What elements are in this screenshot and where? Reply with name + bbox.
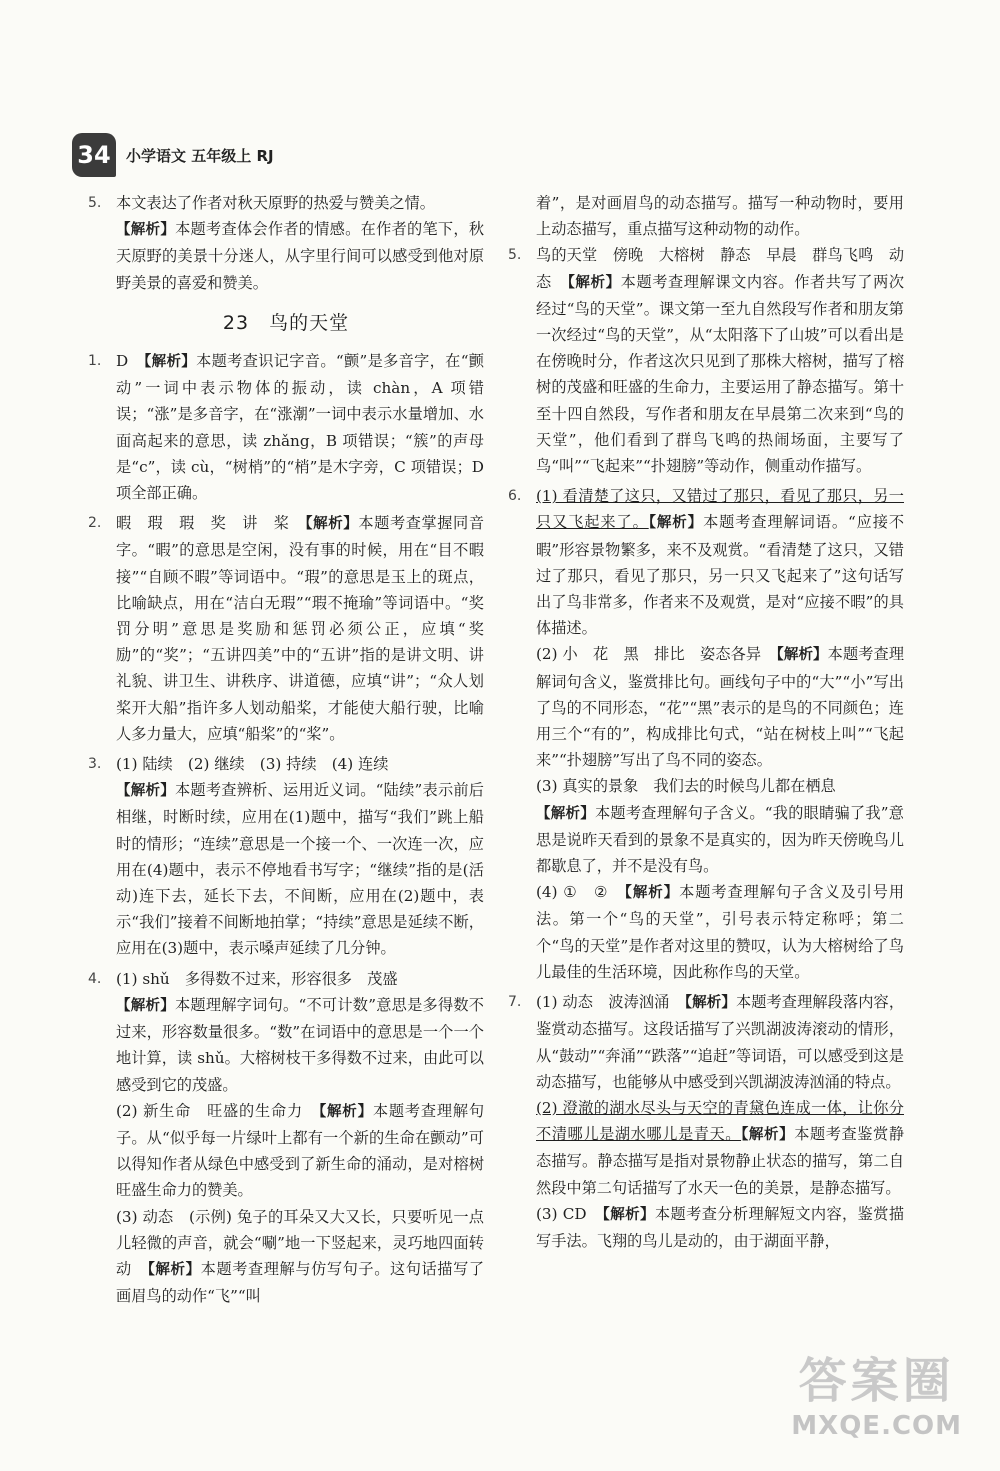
answer-text: (1) 陆续 (2) 继续 (3) 持续 (4) 连续 bbox=[116, 755, 389, 774]
analysis-body: 本题考查理解词语。“应接不暇”形容景物繁多，来不及观赏。“看清楚了这只，又错过了那只，看见了那只，另一只又飞起来了”这句话写出了鸟非常多，作者来不及观赏，是对“应接不暇”的具体描述。 bbox=[536, 513, 905, 638]
question-number: 5. bbox=[508, 247, 522, 264]
analysis-tag: 【解析】 bbox=[147, 1261, 201, 1278]
analysis-body: 本题考查识记字音。“颤”是多音字，在“颤动”一词中表示物体的振动，读 chàn，A 项错误；“涨”是多音字，在“涨潮”一词中表示水量增加、水面高起来的意思，读 zhǎng，B 项错误；“簇”的声母是“c”，读 cù，“树梢”的“梢”是木字旁，C 项错误；D 项全部正确。 bbox=[116, 352, 484, 503]
analysis-tag: 【解析】 bbox=[684, 995, 736, 1012]
question-6 bbox=[508, 483, 904, 985]
question-1 bbox=[88, 348, 484, 506]
question-number: 7. bbox=[508, 994, 522, 1011]
analysis-body: 本题考查理解与仿写句子。这句话描写了画眉鸟的动作“飞”“叫 bbox=[116, 1259, 485, 1306]
site-watermark bbox=[791, 1342, 962, 1441]
answer-text: D bbox=[116, 352, 145, 371]
analysis-tag: 【解析】 bbox=[567, 274, 621, 291]
answer-analysis bbox=[536, 483, 904, 641]
analysis-tag: 【解析】 bbox=[741, 1127, 795, 1144]
answer-text: 本文表达了作者对秋天原野的热爱与赞美之情。 bbox=[116, 194, 435, 212]
watermark-logo: 答案圈 bbox=[798, 1353, 955, 1409]
question-5b bbox=[508, 242, 904, 479]
question-7 bbox=[508, 989, 904, 1254]
analysis-body: 本题考查分析理解短文内容，鉴赏描写手法。飞翔的鸟儿是动的，由于湖面平静， bbox=[536, 1204, 905, 1250]
analysis-body: 本题考查辨析、运用近义词。“陆续”表示前后相继，时断时续，应用在(1)题中，描写“我们”跳上船时的情形；“连续”意思是一个接一个、一次连一次，应用在(4)题中，表示不停地看书写字；“继续”指的是(活动)连下去，延长下去，不间断，应用在(2)题中，表示“我们”接着不间断地拍掌；“持续”意思是延续不断，应用在(3)题中，表示嗓声延续了几分钟。 bbox=[116, 781, 484, 958]
analysis-text bbox=[116, 216, 484, 296]
answer-text: (3) CD bbox=[536, 1204, 603, 1223]
analysis-tag: 【解析】 bbox=[624, 885, 680, 902]
watermark-url: MXQE.COM bbox=[791, 1411, 962, 1441]
analysis-text bbox=[116, 992, 484, 1098]
analysis-tag: 【解析】 bbox=[116, 222, 176, 239]
question-number: 2. bbox=[88, 515, 102, 532]
analysis-body: 本题考查鉴赏静态描写。静态描写是指对景物静止状态的描写，第二自然段中第二句话描写了水天一色的美景，是静态描写。 bbox=[536, 1125, 905, 1197]
answer-text: (2) 新生命 旺盛的生命力 bbox=[116, 1101, 319, 1120]
answer-text: 鸟的天堂 傍晚 大榕树 静态 早晨 群鸟飞鸣 动态 bbox=[536, 246, 904, 291]
answer-text: (2) 澄澈的湖水尽头与天空的青黛色连成一体，让你分不清哪儿是湖水哪儿是青天。 bbox=[536, 1098, 904, 1144]
analysis-tag: 【解析】 bbox=[305, 516, 359, 533]
analysis-tag: 【解析】 bbox=[116, 997, 175, 1014]
question-number: 6. bbox=[508, 488, 522, 505]
question-number: 5. bbox=[88, 195, 102, 211]
continued-text bbox=[508, 190, 904, 242]
answer-text: (1) 动态 波涛汹涌 bbox=[536, 993, 685, 1012]
answer-analysis bbox=[116, 1204, 484, 1310]
analysis-tag: 【解析】 bbox=[648, 515, 704, 532]
analysis-body: 本题考查理解句子含义。“我的眼睛骗了我”意思是说昨天看到的景象不是真实的，因为昨天傍晚鸟儿都歇息了，并不是没有鸟。 bbox=[536, 803, 904, 876]
analysis-tag: 【解析】 bbox=[536, 805, 595, 822]
answer-text: (3) 动态 (示例) 兔子的耳朵又大又长，只要听见一点儿轻微的声音，就会“唰”地一下竖起来，灵巧地四面转动 bbox=[116, 1207, 484, 1278]
analysis-body: 本题考查理解课文内容。作者共写了两次经过“鸟的天堂”。课文第一至九自然段写作者和朋友第一次经过“鸟的天堂”，从“太阳落下了山坡”可以看出是在傍晚时分，作者这次只见到了那株大榕树，描写了榕树的茂盛和旺盛的生命力，主要运用了静态描写。第十至十四自然段，写作者和朋友在早晨第二次来到“鸟的天堂”，他们看到了群鸟飞鸣的热闹场面，主要写了鸟“叫”“飞起来”“扑翅膀”等动作，侧重动作描写。 bbox=[536, 272, 905, 476]
answer-text: (1) 看清楚了这只，又错过了那只，看见了那只，另一只又飞起来了。 bbox=[536, 487, 904, 532]
question-3 bbox=[88, 751, 484, 962]
answer-analysis bbox=[116, 510, 484, 747]
analysis-body: 着”，是对画眉鸟的动态描写。描写一种动物时，要用上动态描写，重点描写这种动物的动作。 bbox=[536, 194, 904, 239]
analysis-text bbox=[536, 800, 904, 880]
answer-text: (2) 小 花 黑 排比 姿态各异 bbox=[536, 645, 777, 664]
answer-text: (4) ① ② bbox=[536, 883, 625, 902]
analysis-body: 本题考查理解词句含义，鉴赏排比句。画线句子中的“大”“小”写出了鸟的不同形态，“花”“黑”表示的是鸟的不同颜色；连用三个“有的”，构成排比句式，“站在树枝上叫”“飞起来”“扑翅膀”写出了鸟不同的姿态。 bbox=[536, 645, 905, 770]
right-column bbox=[508, 190, 904, 1254]
question-2 bbox=[88, 510, 484, 747]
answer-analysis bbox=[536, 1095, 904, 1201]
question-4 bbox=[88, 966, 484, 1310]
analysis-tag: 【解析】 bbox=[144, 354, 197, 371]
question-number: 3. bbox=[88, 756, 102, 773]
answer-analysis bbox=[536, 879, 904, 985]
analysis-tag: 【解析】 bbox=[318, 1103, 373, 1120]
analysis-tag: 【解析】 bbox=[116, 783, 175, 800]
answer-analysis bbox=[536, 641, 904, 773]
answer-analysis bbox=[116, 348, 484, 506]
book-title: 小学语文 五年级上 RJ bbox=[126, 146, 274, 165]
analysis-body: 本题考查体会作者的情感。在作者的笔下，秋天原野的美景十分迷人，从字里行间可以感受到他对原野美景的喜爱和赞美。 bbox=[116, 220, 485, 292]
analysis-text bbox=[116, 777, 484, 961]
answer-text: (1) shǔ 多得数不过来，形容很多 茂盛 bbox=[116, 969, 398, 988]
question-5 bbox=[88, 190, 484, 296]
question-number: 1. bbox=[88, 353, 102, 370]
answer-analysis bbox=[536, 242, 904, 479]
analysis-body: 本题考查理解句子。从“似乎每一片绿叶上都有一个新的生命在颤动”可以得知作者从绿色中感受到了新生命的涌动，是对榕树旺盛生命力的赞美。 bbox=[116, 1101, 484, 1200]
answer-analysis bbox=[116, 1098, 484, 1204]
analysis-body: 本题理解字词句。“不可计数”意思是多得数不过来，形容数量很多。“数”在词语中的意思是一个一个地计算，读 shǔ。大榕树枝干多得数不过来，由此可以感受到它的茂盛。 bbox=[116, 995, 484, 1094]
analysis-tag: 【解析】 bbox=[602, 1206, 655, 1223]
answer-analysis bbox=[536, 989, 904, 1095]
analysis-body: 本题考查掌握同音字。“暇”的意思是空闲，没有事的时候，用在“目不暇接”“自顾不暇”等词语中。“瑕”的意思是玉上的斑点，比喻缺点，用在“洁白无瑕”“瑕不掩瑜”等词语中。“奖罚分明”意思是奖励和惩罚必须公正，应填“奖励”的“奖”；“五讲四美”中的“五讲”指的是讲文明、讲礼貌、讲卫生、讲秩序、讲道德，应填“讲”；“众人划桨开大船”指许多人划动船桨，才能使大船行驶，比喻人多力量大，应填“船桨”的“桨”。 bbox=[116, 514, 485, 743]
answer-analysis bbox=[536, 1201, 904, 1254]
section-title: 23 鸟的天堂 bbox=[222, 311, 350, 334]
answer-text: 暇 瑕 瑕 奖 讲 桨 bbox=[116, 514, 306, 533]
page-header bbox=[72, 130, 274, 180]
page-number-badge: 34 bbox=[72, 133, 116, 177]
question-number: 4. bbox=[88, 970, 102, 987]
analysis-body: 本题考查理解段落内容，鉴赏动态描写。这段话描写了兴凯湖波涛滚动的情形，从“鼓动”“奔涌”“跌落”“追赶”等词语，可以感受到这是动态描写，也能够从中感受到兴凯湖波涛汹涌的特点。 bbox=[536, 993, 905, 1091]
answer-text: (3) 真实的景象 我们去的时候鸟儿都在栖息 bbox=[536, 777, 836, 796]
analysis-body: 本题考查理解句子含义及引号用法。第一个“鸟的天堂”，引号表示特定称呼；第二个“鸟的天堂”是作者对这里的赞叹，认为大榕树给了鸟儿最佳的生活环境，因此称作鸟的天堂。 bbox=[536, 883, 905, 981]
left-column bbox=[88, 190, 484, 1309]
analysis-tag: 【解析】 bbox=[776, 647, 828, 664]
